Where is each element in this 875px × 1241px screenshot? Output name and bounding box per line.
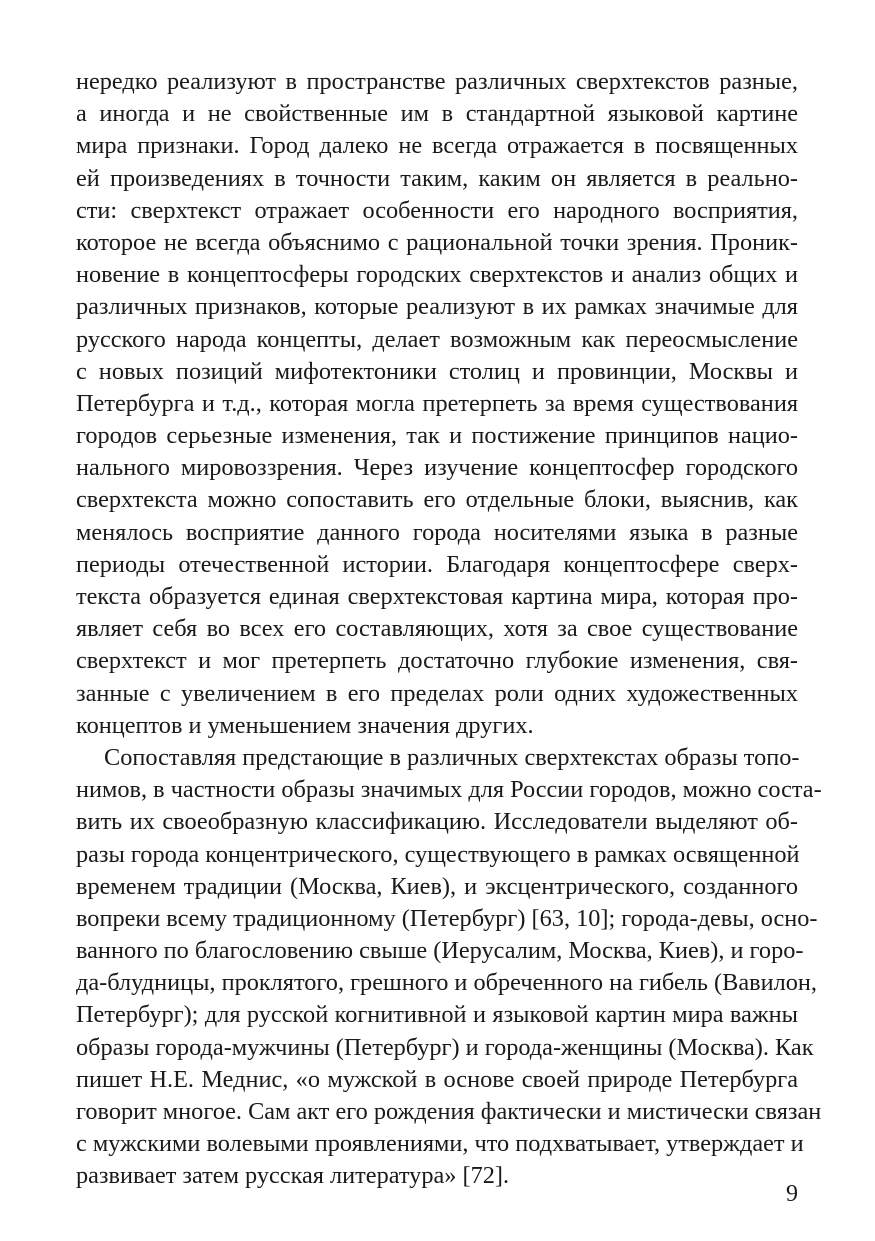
text-line: разы города концентрического, существующего в рамках освященной [76, 840, 800, 868]
text-line: ванного по благословению свыше (Иерусалим, Москва, Киев), и горо- [76, 937, 804, 965]
text-line: сти: сверхтекст отражает особенности его народного восприятия, [76, 196, 798, 224]
text-line: вить их своеобразную классификацию. Исследователи выделяют об- [76, 808, 798, 836]
page-number: 9 [786, 1181, 798, 1207]
text-line: менялось восприятие данного города носителями языка в разные [76, 518, 798, 546]
text-line: Сопоставляя предстающие в различных сверхтекстах образы топо- [104, 743, 800, 771]
paragraph-1 [76, 66, 798, 742]
text-line: развивает затем русская литература» [72]. [76, 1162, 510, 1190]
text-line: являет себя во всех его составляющих, хотя за свое существование [76, 615, 798, 643]
text-line: Петербург); для русской когнитивной и языковой картин мира важны [76, 1001, 798, 1029]
text-line: нимов, в частности образы значимых для России городов, можно соста- [76, 776, 822, 804]
text-line: говорит многое. Сам акт его рождения фактически и мистически связан [76, 1098, 822, 1125]
text-line: концептов и уменьшением значения других. [76, 711, 534, 739]
text-line: мира признаки. Город далеко не всегда отражается в посвященных [76, 132, 798, 160]
text-line: с мужскими волевыми проявлениями, что подхватывает, утверждает и [76, 1130, 804, 1158]
text-line: да-блудницы, проклятого, грешного и обреченного на гибель (Вавилон, [76, 969, 817, 997]
text-line: новение в концептосферы городских сверхтекстов и анализ общих и [76, 261, 798, 289]
text-line: текста образуется единая сверхтекстовая картина мира, которая про- [76, 583, 798, 610]
paragraph-2 [76, 742, 822, 1193]
text-line: вопреки всему традиционному (Петербург) [63, 10]; города-девы, осно- [76, 904, 818, 932]
text-line: образы города-мужчины (Петербург) и города-женщины (Москва). Как [76, 1033, 814, 1061]
text-line: а иногда и не свойственные им в стандартной языковой картине [76, 100, 798, 128]
page-body [76, 66, 822, 1193]
text-line: сверхтекст и мог претерпеть достаточно глубокие изменения, свя- [76, 647, 798, 675]
text-line: городов серьезные изменения, так и постижение принципов нацио- [76, 422, 798, 450]
text-line: ей произведениях в точности таким, каким он является в реально- [76, 164, 798, 192]
text-line: пишет Н.Е. Меднис, «о мужской в основе своей природе Петербурга [76, 1065, 798, 1093]
text-line: с новых позиций мифотектоники столиц и провинции, Москвы и [76, 357, 798, 385]
text-line: нередко реализуют в пространстве различных сверхтекстов разные, [76, 68, 798, 95]
text-line: нального мировоззрения. Через изучение концептосфер городского [76, 454, 798, 482]
text-line: периоды отечественной истории. Благодаря концептосфере сверх- [76, 550, 798, 578]
text-line: которое не всегда объяснимо с рациональной точки зрения. Проник- [76, 228, 798, 256]
text-line: русского народа концепты, делает возможным как переосмысление [76, 325, 798, 353]
text-line: временем традиции (Москва, Киев), и эксцентрического, созданного [76, 872, 798, 900]
text-line: Петербурга и т.д., которая могла претерпеть за время существования [76, 389, 798, 417]
text-line: занные с увеличением в его пределах роли одних художественных [76, 679, 798, 707]
text-line: различных признаков, которые реализуют в их рамках значимые для [76, 293, 798, 321]
text-line: сверхтекста можно сопоставить его отдельные блоки, выяснив, как [76, 486, 798, 514]
